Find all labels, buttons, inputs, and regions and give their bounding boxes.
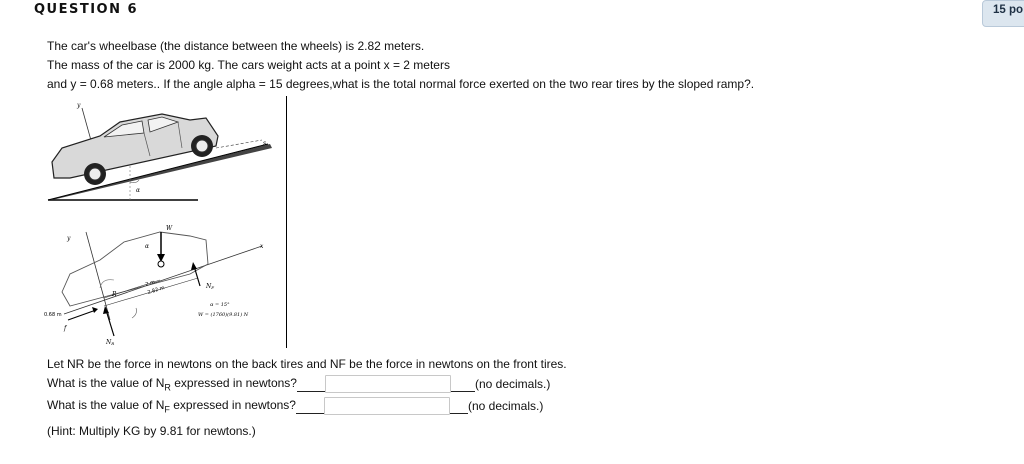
problem-line-3: and y = 0.68 meters.. If the angle alpha = 15 degrees,what is the total normal force exerted on the two rear tires by the sloped ramp?. — [47, 77, 755, 91]
question-nf-row — [47, 395, 567, 417]
question-nf-suffix: expressed in newtons? — [169, 397, 296, 412]
nr-label — [105, 339, 114, 346]
points-badge: 15 po — [982, 0, 1024, 27]
weight-equation: W = (1760)(9.81) N — [198, 312, 249, 318]
question-nf-text — [47, 398, 296, 414]
question-prompts — [47, 354, 567, 442]
nr-label-sub: R — [111, 341, 115, 346]
question-nr-text — [47, 376, 297, 392]
y-axis-label-lower: y — [67, 235, 71, 242]
nf-label — [205, 283, 214, 290]
alpha-label-top: α — [136, 187, 141, 194]
s-axis-label: s — [263, 140, 267, 147]
y-axis-label-top: y — [77, 102, 81, 109]
question-nf-prefix: What is the value of N — [47, 397, 165, 412]
nf-note: (no decimals.) — [467, 399, 544, 413]
blank-line-left — [297, 378, 325, 392]
problem-line-2: The mass of the car is 2000 kg. The cars weight acts at a point x = 2 meters — [47, 58, 450, 72]
x-axis-label-lower: x — [260, 243, 264, 250]
blank-line-right — [451, 378, 475, 392]
problem-line-1: The car's wheelbase (the distance between the wheels) is 2.82 meters. — [47, 39, 425, 53]
figure-drawing — [40, 92, 290, 354]
nf-label-n: N — [206, 283, 212, 290]
figure-divider — [286, 96, 287, 348]
dim-2m-label: 2 m — [144, 279, 156, 288]
hint-text: (Hint: Multiply KG by 9.81 for newtons.) — [47, 424, 256, 438]
question-header: QUESTION 6 — [34, 2, 139, 17]
question-nr-sub: R — [164, 382, 171, 393]
upper-diagram — [48, 102, 272, 200]
alpha-equation: α = 15° — [210, 302, 230, 308]
dim-068-label: 0.68 m — [44, 312, 62, 318]
dim-282-label: 2.82 m — [146, 285, 166, 296]
blank-line-right — [450, 400, 468, 414]
prompt-intro: Let NR be the force in newtons on the back tires and NF be the force in newtons on the front tires. — [47, 356, 567, 371]
blank-line-left — [296, 400, 324, 414]
weight-label-lower: W — [166, 225, 173, 232]
nf-label-sub: F — [211, 285, 215, 290]
nr-label-n: N — [106, 339, 112, 346]
car-on-ramp-figure — [40, 92, 290, 354]
lower-diagram — [44, 225, 264, 346]
question-nr-row — [47, 373, 567, 395]
f-label: f — [64, 325, 67, 332]
r-label: R — [112, 291, 117, 298]
question-nr-suffix: expressed in newtons? — [170, 375, 297, 390]
nr-answer-input[interactable] — [325, 375, 451, 393]
nr-note: (no decimals.) — [474, 377, 551, 391]
alpha-label-lower: α — [145, 243, 150, 250]
question-nf-sub: F — [164, 404, 170, 415]
problem-statement — [47, 37, 754, 94]
question-nr-prefix: What is the value of N — [47, 375, 165, 390]
nf-answer-input[interactable] — [324, 397, 450, 415]
